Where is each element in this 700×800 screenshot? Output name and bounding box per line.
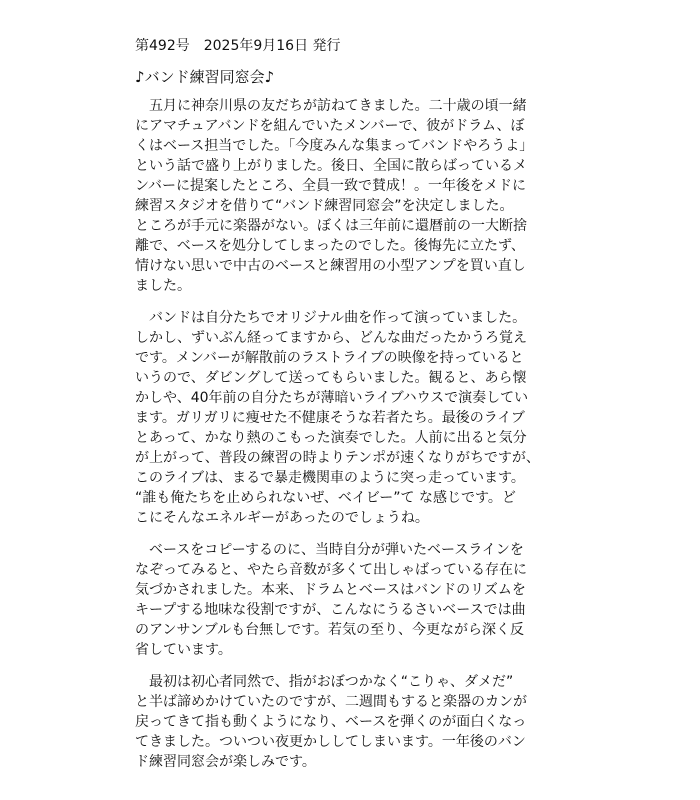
text-line: こにそんなエネルギーがあったのでしょうね。 [135, 510, 429, 526]
text-line: いうので、ダビングして送ってもらいました。観ると、あら懐 [135, 370, 527, 386]
newsletter-page [135, 36, 590, 784]
text-line: バンドは自分たちでオリジナル曲を作って演っていました。 [135, 310, 527, 326]
paragraph [135, 96, 590, 296]
text-line: 最初は初心者同然で、指がおぼつかなく“こりゃ、ダメだ” [135, 674, 514, 690]
text-line: “誰も俺たちを止められないぜ、ベイビー”て な感じです。ど [135, 490, 516, 506]
paragraph [135, 540, 590, 660]
text-line: ンバーに提案したところ、全員一致で賛成！。一年後をメドに [135, 178, 527, 194]
text-line: ド練習同窓会が楽しみです。 [135, 754, 316, 770]
text-line: キープする地味な役割ですが、こんなにうるさいベースでは曲 [135, 602, 526, 618]
issue-line: 第492号 2025年9月16日 発行 [135, 38, 341, 54]
text-line: ところが手元に楽器がない。ぼくは三年前に還暦前の一大断捨 [135, 218, 527, 234]
article-body [135, 96, 590, 772]
text-line: 気づかされました。本来、ドラムとベースはバンドのリズムを [135, 582, 526, 598]
text-line: 戻ってきて指も動くようになり、ベースを弾くのが面白くなっ [135, 714, 527, 730]
text-line: が上がって、普段の練習の時よりテンポが速くなりがちですが、 [135, 450, 540, 466]
text-line: のアンサンブルも台無しです。若気の至り、今更ながら深く反 [135, 622, 525, 638]
text-line: ました。 [135, 278, 191, 294]
article-title: ♪バンド練習同窓会♪ [135, 68, 275, 86]
text-line: ベースをコピーするのに、当時自分が弾いたベースラインを [135, 542, 524, 558]
text-line: ます。ガリガリに痩せた不健康そうな若者たち。最後のライブ [135, 410, 525, 426]
text-line: このライブは、まるで暴走機関車のように突っ走っています。 [135, 470, 525, 486]
text-line: 情けない思いで中古のベースと練習用の小型アンプを買い直し [135, 258, 526, 274]
text-line: しかし、ずいぶん経ってますから、どんな曲だったかうろ覚え [135, 330, 527, 346]
text-line: とあって、かなり熱のこもった演奏でした。人前に出ると気分 [135, 430, 527, 446]
text-line: 練習スタジオを借りて“バンド練習同窓会”を決定しました。 [135, 198, 514, 214]
text-line: です。メンバーが解散前のラストライブの映像を持っていると [135, 350, 524, 366]
text-line: かしや、40年前の自分たちが薄暗いライブハウスで演奏してい [135, 390, 529, 406]
text-line: 省しています。 [135, 642, 232, 658]
text-line: てきました。ついつい夜更かししてしまいます。一年後のバン [135, 734, 526, 750]
paragraph [135, 308, 590, 528]
text-line: なぞってみると、やたら音数が多くて出しゃばっている存在に [135, 562, 527, 578]
text-line: くはベース担当でした。「今度みんな集まってバンドやろうよ」 [135, 138, 534, 154]
paragraph [135, 672, 590, 772]
text-line: という話で盛り上がりました。後日、全国に散らばっているメ [135, 158, 527, 174]
text-line: と半ば諦めかけていたのですが、二週間もすると楽器のカンが [135, 694, 527, 710]
text-line: 離で、ベースを処分してしまったのでした。後悔先に立たず、 [135, 238, 525, 254]
text-line: にアマチュアバンドを組んでいたメンバーで、彼がドラム、ぼ [135, 118, 525, 134]
text-line: 五月に神奈川県の友だちが訪ねてきました。二十歳の頃一緒 [135, 98, 527, 114]
